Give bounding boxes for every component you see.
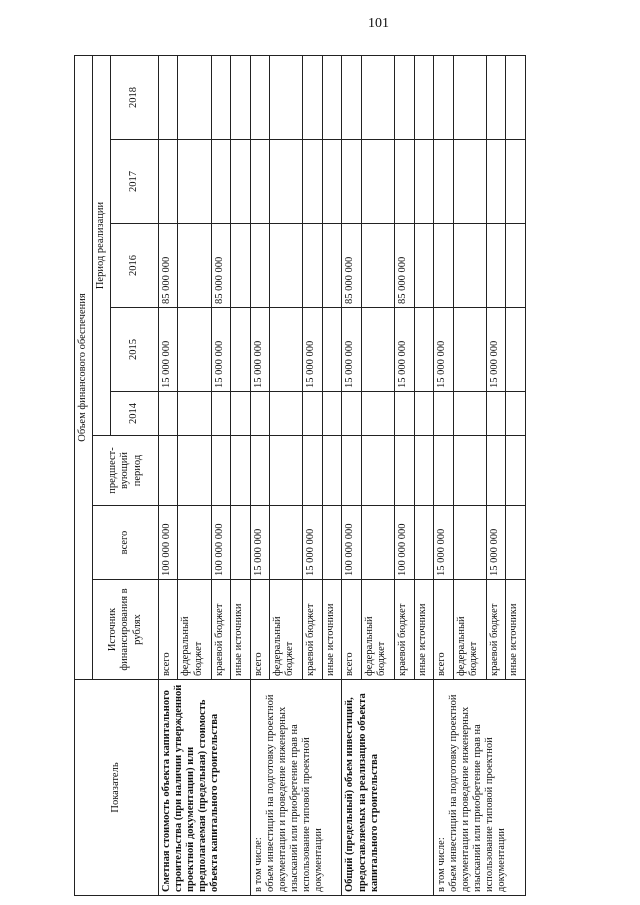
- amount-cell: 85 000 000: [211, 224, 230, 308]
- header-year: 2017: [111, 140, 159, 224]
- amount-cell: [361, 436, 394, 506]
- amount-cell: [250, 436, 269, 506]
- amount-cell: [395, 56, 414, 140]
- amount-cell: [322, 56, 341, 140]
- amount-cell: [434, 436, 453, 506]
- source-cell: иные источники: [414, 580, 433, 680]
- amount-cell: [322, 140, 341, 224]
- amount-cell: 15 000 000: [303, 308, 322, 392]
- table-row: [342, 56, 361, 896]
- header-year: 2015: [111, 308, 159, 392]
- amount-cell: 100 000 000: [211, 506, 230, 580]
- amount-cell: [303, 140, 322, 224]
- source-cell: иные источники: [506, 580, 526, 680]
- amount-cell: [231, 140, 250, 224]
- amount-cell: [486, 56, 505, 140]
- amount-cell: 15 000 000: [486, 506, 505, 580]
- amount-cell: 15 000 000: [342, 308, 361, 392]
- amount-cell: [250, 140, 269, 224]
- amount-cell: [434, 392, 453, 436]
- amount-cell: 85 000 000: [159, 224, 178, 308]
- amount-cell: [506, 308, 526, 392]
- amount-cell: [178, 308, 211, 392]
- amount-cell: [453, 56, 486, 140]
- amount-cell: [395, 140, 414, 224]
- amount-cell: [270, 392, 303, 436]
- source-cell: всего: [434, 580, 453, 680]
- header-year: 2016: [111, 224, 159, 308]
- amount-cell: [453, 392, 486, 436]
- amount-cell: 15 000 000: [250, 506, 269, 580]
- amount-cell: [486, 436, 505, 506]
- amount-cell: [414, 308, 433, 392]
- amount-cell: [211, 436, 230, 506]
- amount-cell: [231, 308, 250, 392]
- amount-cell: [159, 436, 178, 506]
- amount-cell: [178, 140, 211, 224]
- indicator-intro: в том числе:: [436, 837, 448, 892]
- amount-cell: 15 000 000: [303, 506, 322, 580]
- table-body: [159, 56, 526, 896]
- indicator-cell: [342, 680, 434, 896]
- amount-cell: [178, 436, 211, 506]
- source-cell: всего: [250, 580, 269, 680]
- amount-cell: 15 000 000: [486, 308, 505, 392]
- amount-cell: [434, 140, 453, 224]
- source-cell: краевой бюджет: [395, 580, 414, 680]
- amount-cell: [414, 392, 433, 436]
- amount-cell: [211, 56, 230, 140]
- amount-cell: [322, 308, 341, 392]
- amount-cell: [395, 392, 414, 436]
- amount-cell: [159, 56, 178, 140]
- amount-cell: 100 000 000: [395, 506, 414, 580]
- amount-cell: [506, 56, 526, 140]
- header-year: 2018: [111, 56, 159, 140]
- amount-cell: [211, 392, 230, 436]
- amount-cell: [486, 140, 505, 224]
- source-cell: всего: [159, 580, 178, 680]
- indicator-text: Сметная стоимость объекта капитального строительства (при наличии утвержденной проектной документации) или предполагаемая (предельная) стоимость объекта капитального строительства: [161, 684, 221, 892]
- source-cell: краевой бюджет: [303, 580, 322, 680]
- amount-cell: [414, 436, 433, 506]
- amount-cell: [211, 140, 230, 224]
- amount-cell: [159, 140, 178, 224]
- amount-cell: [270, 308, 303, 392]
- amount-cell: [506, 224, 526, 308]
- amount-cell: [414, 224, 433, 308]
- table-row: [159, 56, 178, 896]
- amount-cell: [414, 506, 433, 580]
- amount-cell: 85 000 000: [342, 224, 361, 308]
- amount-cell: [506, 140, 526, 224]
- amount-cell: [178, 224, 211, 308]
- header-funding-volume: Объем финансового обеспечения: [75, 56, 93, 680]
- source-cell: иные источники: [322, 580, 341, 680]
- header-source: Источник финансирования в рублях: [93, 580, 159, 680]
- amount-cell: [178, 506, 211, 580]
- amount-cell: [395, 436, 414, 506]
- amount-cell: [322, 436, 341, 506]
- amount-cell: 15 000 000: [395, 308, 414, 392]
- amount-cell: [322, 392, 341, 436]
- table-row: [250, 56, 269, 896]
- amount-cell: [342, 392, 361, 436]
- amount-cell: [303, 56, 322, 140]
- amount-cell: [453, 506, 486, 580]
- amount-cell: 15 000 000: [434, 506, 453, 580]
- amount-cell: [270, 506, 303, 580]
- amount-cell: [231, 506, 250, 580]
- amount-cell: [231, 392, 250, 436]
- amount-cell: [486, 224, 505, 308]
- amount-cell: [159, 392, 178, 436]
- amount-cell: [270, 140, 303, 224]
- amount-cell: [453, 436, 486, 506]
- amount-cell: [322, 506, 341, 580]
- amount-cell: [506, 436, 526, 506]
- amount-cell: [270, 56, 303, 140]
- amount-cell: 85 000 000: [395, 224, 414, 308]
- indicator-intro: в том числе:: [252, 837, 264, 892]
- amount-cell: [270, 436, 303, 506]
- amount-cell: [414, 140, 433, 224]
- indicator-cell: [250, 680, 342, 896]
- indicator-cell: [434, 680, 526, 896]
- source-cell: федеральный бюджет: [178, 580, 211, 680]
- amount-cell: 15 000 000: [211, 308, 230, 392]
- amount-cell: [342, 56, 361, 140]
- amount-cell: [361, 140, 394, 224]
- amount-cell: [178, 392, 211, 436]
- source-cell: федеральный бюджет: [453, 580, 486, 680]
- financing-table: [74, 55, 526, 896]
- source-cell: краевой бюджет: [486, 580, 505, 680]
- header-total: всего: [93, 506, 159, 580]
- source-cell: всего: [342, 580, 361, 680]
- amount-cell: [178, 56, 211, 140]
- amount-cell: [434, 56, 453, 140]
- amount-cell: [361, 392, 394, 436]
- amount-cell: [250, 56, 269, 140]
- header-indicator: Показатель: [75, 680, 159, 896]
- amount-cell: [453, 140, 486, 224]
- source-cell: краевой бюджет: [211, 580, 230, 680]
- table-row: [434, 56, 453, 896]
- header-prior: предшест-вующий период: [93, 436, 159, 506]
- indicator-text: объем инвестиций на подготовку проектной документации и проведение инженерных изысканий или приобретение прав на использование типовой проектной документации: [448, 694, 508, 892]
- amount-cell: [342, 140, 361, 224]
- amount-cell: [453, 308, 486, 392]
- amount-cell: [361, 224, 394, 308]
- source-cell: федеральный бюджет: [361, 580, 394, 680]
- source-cell: иные источники: [231, 580, 250, 680]
- indicator-text: Общий (предельный) объем инвестиций, предоставляемых на реализацию объекта капитального строительства: [344, 693, 380, 892]
- amount-cell: [361, 308, 394, 392]
- amount-cell: [322, 224, 341, 308]
- amount-cell: 15 000 000: [250, 308, 269, 392]
- amount-cell: [270, 224, 303, 308]
- amount-cell: [506, 392, 526, 436]
- amount-cell: [303, 392, 322, 436]
- indicator-cell: [159, 680, 251, 896]
- amount-cell: 15 000 000: [434, 308, 453, 392]
- amount-cell: [361, 506, 394, 580]
- indicator-text: объем инвестиций на подготовку проектной документации и проведение инженерных изысканий или приобретение прав на использование типовой проектной документации: [264, 694, 325, 892]
- header-year: 2014: [111, 392, 159, 436]
- amount-cell: [453, 224, 486, 308]
- amount-cell: [250, 392, 269, 436]
- amount-cell: 100 000 000: [159, 506, 178, 580]
- amount-cell: 100 000 000: [342, 506, 361, 580]
- page-number: 101: [368, 16, 389, 31]
- amount-cell: [414, 56, 433, 140]
- amount-cell: [434, 224, 453, 308]
- amount-cell: [361, 56, 394, 140]
- amount-cell: [303, 224, 322, 308]
- amount-cell: [250, 224, 269, 308]
- amount-cell: [231, 436, 250, 506]
- amount-cell: [506, 506, 526, 580]
- header-period: Период реализации: [93, 56, 111, 436]
- amount-cell: [231, 56, 250, 140]
- source-cell: федеральный бюджет: [270, 580, 303, 680]
- amount-cell: [486, 392, 505, 436]
- amount-cell: [303, 436, 322, 506]
- amount-cell: [231, 224, 250, 308]
- amount-cell: [342, 436, 361, 506]
- amount-cell: 15 000 000: [159, 308, 178, 392]
